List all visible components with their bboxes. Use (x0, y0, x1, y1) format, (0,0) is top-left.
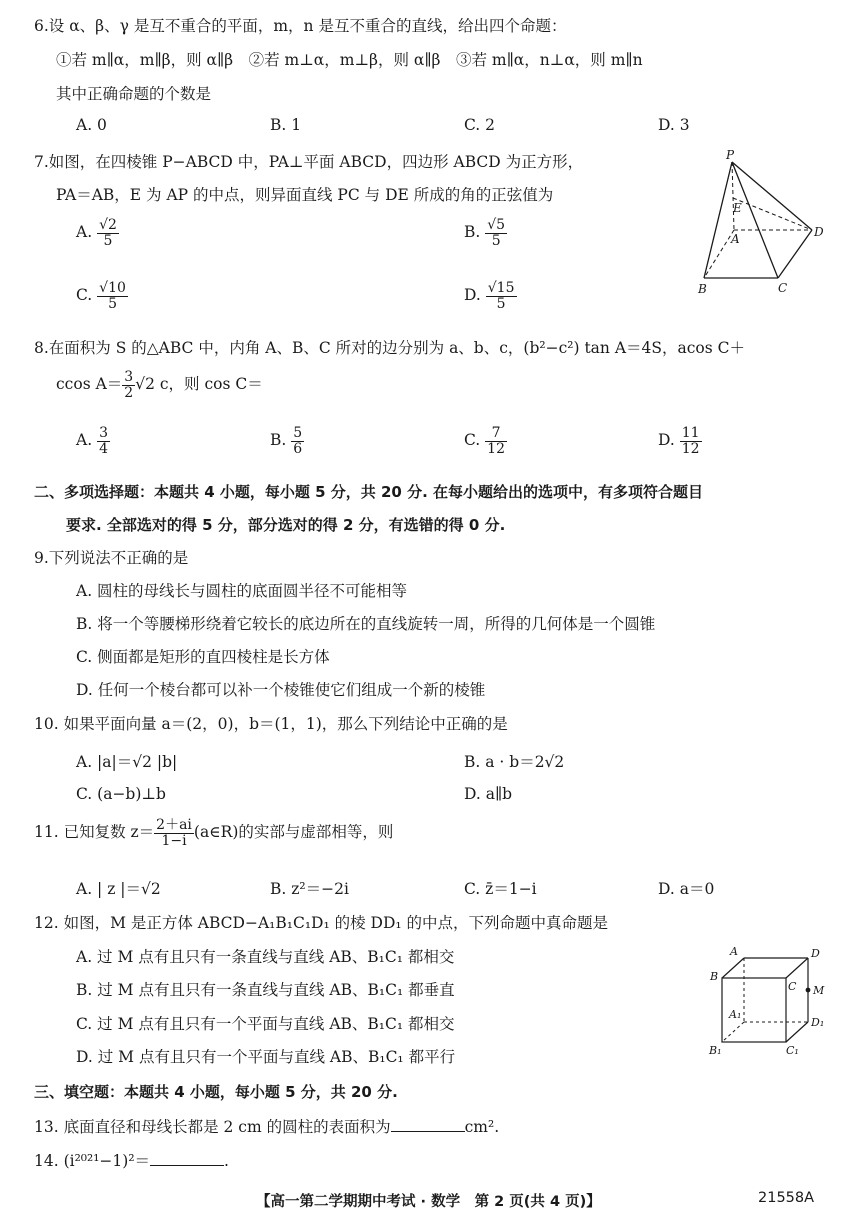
q8-line1: 8.在面积为 S 的△ABC 中，内角 A、B、C 所对的边分别为 a、b、c，(b²−c²) tan A＝4S，acos C＋ (34, 339, 745, 357)
q8-option-b: B. $\frac{5}{6}$ (270, 425, 303, 457)
cube-figure (700, 940, 840, 1062)
q11-option-b: B. z²＝−2i (270, 880, 349, 898)
q9-stem: 9.下列说法不正确的是 (34, 549, 189, 567)
q7-option-d: D. $\frac{√15}{5}$ (464, 280, 515, 312)
q7-option-a: A. $\frac{√2}{5}$ (76, 217, 117, 249)
q11-option-c: C. z̄＝1−i (464, 880, 537, 898)
q14-stem: 14. (i²⁰²¹−1)²＝ . (34, 1152, 229, 1170)
q8-option-a: A. $\frac{3}{4}$ (76, 425, 108, 457)
q8-fraction: $\frac{3}{2}$ (124, 369, 134, 401)
q6-stem: 6.设 α、β、γ 是互不重合的平面，m，n 是互不重合的直线，给出四个命题： (34, 17, 567, 35)
pyramid-label-p: P (726, 148, 735, 162)
q7-option-b-fraction: $\frac{√5}{5}$ (487, 217, 506, 249)
cube-label-d: D (811, 947, 820, 960)
q7-option-c-fraction: $\frac{√10}{5}$ (99, 280, 126, 312)
q7-option-c: C. $\frac{√10}{5}$ (76, 280, 126, 312)
q12-option-d: D. 过 M 点有且只有一个平面与直线 AB、B₁C₁ 都平行 (76, 1048, 456, 1066)
q10-option-b: B. a · b＝2√2 (464, 753, 565, 771)
q6-option-c: C. 2 (464, 116, 496, 134)
q10-option-c: C. (a−b)⊥b (76, 785, 166, 803)
section2-instructions: 要求. 全部选对的得 5 分，部分选对的得 2 分，有选错的得 0 分. (66, 516, 506, 534)
q10-option-a: A. |a|＝√2 |b| (76, 753, 178, 771)
q6-propositions: ①若 m∥α，m∥β，则 α∥β ②若 m⊥α，m⊥β，则 α∥β ③若 m∥α，n⊥α，则 m∥n (56, 51, 643, 69)
pyramid-label-e: E (733, 201, 742, 215)
cube-label-d1: D₁ (811, 1016, 825, 1029)
q6-option-d: D. 3 (658, 116, 690, 134)
q7-option-b: B. $\frac{√5}{5}$ (464, 217, 506, 249)
section3-heading: 三、填空题：本题共 4 小题，每小题 5 分，共 20 分. (34, 1083, 398, 1101)
q6-option-b: B. 1 (270, 116, 302, 134)
q12-option-b: B. 过 M 点有且只有一条直线与直线 AB、B₁C₁ 都垂直 (76, 981, 455, 999)
q11-option-a: A. | z |＝√2 (76, 880, 161, 898)
q7-option-a-fraction: $\frac{√2}{5}$ (99, 217, 117, 249)
q8-option-b-fraction: $\frac{5}{6}$ (293, 425, 303, 457)
q12-stem: 12. 如图，M 是正方体 ABCD−A₁B₁C₁D₁ 的棱 DD₁ 的中点，下列命题中真命题是 (34, 914, 609, 932)
q6-ask: 其中正确命题的个数是 (56, 85, 212, 103)
q9-option-a: A. 圆柱的母线长与圆柱的底面圆半径不可能相等 (76, 582, 408, 600)
q14-answer-blank[interactable] (150, 1151, 224, 1166)
q13-stem: 13. 底面直径和母线长都是 2 cm 的圆柱的表面积为 cm². (34, 1118, 500, 1136)
pyramid-label-a: A (731, 232, 740, 246)
cube-label-a: A (730, 945, 738, 958)
q9-option-b: B. 将一个等腰梯形绕着它较长的底边所在的直线旋转一周，所得的几何体是一个圆锥 (76, 615, 656, 633)
q7-line2: PA＝AB，E 为 AP 的中点，则异面直线 PC 与 DE 所成的角的正弦值为 (56, 186, 554, 204)
q7-option-d-fraction: $\frac{√15}{5}$ (487, 280, 515, 312)
cube-label-m: M (813, 984, 825, 997)
q12-option-a: A. 过 M 点有且只有一条直线与直线 AB、B₁C₁ 都相交 (76, 948, 455, 966)
q8-line2: ccos A＝ $\frac{3}{2}$ √2 c，则 cos C＝ (56, 369, 263, 401)
q9-option-c: C. 侧面都是矩形的直四棱柱是长方体 (76, 648, 330, 666)
q7-line1: 7.如图，在四棱锥 P−ABCD 中，PA⊥平面 ABCD，四边形 ABCD 为正方形， (34, 153, 584, 171)
q11-stem: 11. 已知复数 z＝ $\frac{2+ai}{1-i}$ (a∈R)的实部与虚部相等，则 (34, 817, 394, 849)
q8-option-d: D. $\frac{11}{12}$ (658, 425, 700, 457)
cube-label-b1: B₁ (709, 1044, 722, 1057)
q9-option-d: D. 任何一个棱台都可以补一个棱锥使它们组成一个新的棱锥 (76, 681, 486, 699)
pyramid-label-c: C (778, 281, 788, 295)
point-m-marker (806, 988, 811, 993)
q8-option-c: C. $\frac{7}{12}$ (464, 425, 505, 457)
cube-label-a1: A₁ (729, 1008, 742, 1021)
pyramid-figure (690, 146, 840, 304)
cube-label-b: B (710, 970, 719, 983)
q11-fraction: $\frac{2+ai}{1-i}$ (156, 817, 192, 849)
q12-option-c: C. 过 M 点有且只有一个平面与直线 AB、B₁C₁ 都相交 (76, 1015, 455, 1033)
q6-option-a: A. 0 (76, 116, 107, 134)
q10-option-d: D. a∥b (464, 785, 513, 803)
page-footer: 【高一第二学期期中考试 · 数学 第 2 页(共 4 页)】 (256, 1194, 601, 1210)
pyramid-label-b: B (698, 282, 707, 296)
q10-stem: 10. 如果平面向量 a＝(2，0)，b＝(1，1)，那么下列结论中正确的是 (34, 715, 508, 733)
q13-answer-blank[interactable] (391, 1117, 465, 1132)
section2-heading: 二、多项选择题：本题共 4 小题，每小题 5 分，共 20 分. 在每小题给出的选项中，有多项符合题目 (34, 483, 704, 501)
exam-code: 21558A (758, 1190, 815, 1206)
q8-option-d-fraction: $\frac{11}{12}$ (681, 425, 700, 457)
q8-option-c-fraction: $\frac{7}{12}$ (487, 425, 505, 457)
q8-option-a-fraction: $\frac{3}{4}$ (99, 425, 108, 457)
cube-label-c1: C₁ (786, 1044, 799, 1057)
q11-option-d: D. a＝0 (658, 880, 715, 898)
pyramid-label-d: D (814, 225, 824, 239)
cube-label-c: C (788, 980, 797, 993)
